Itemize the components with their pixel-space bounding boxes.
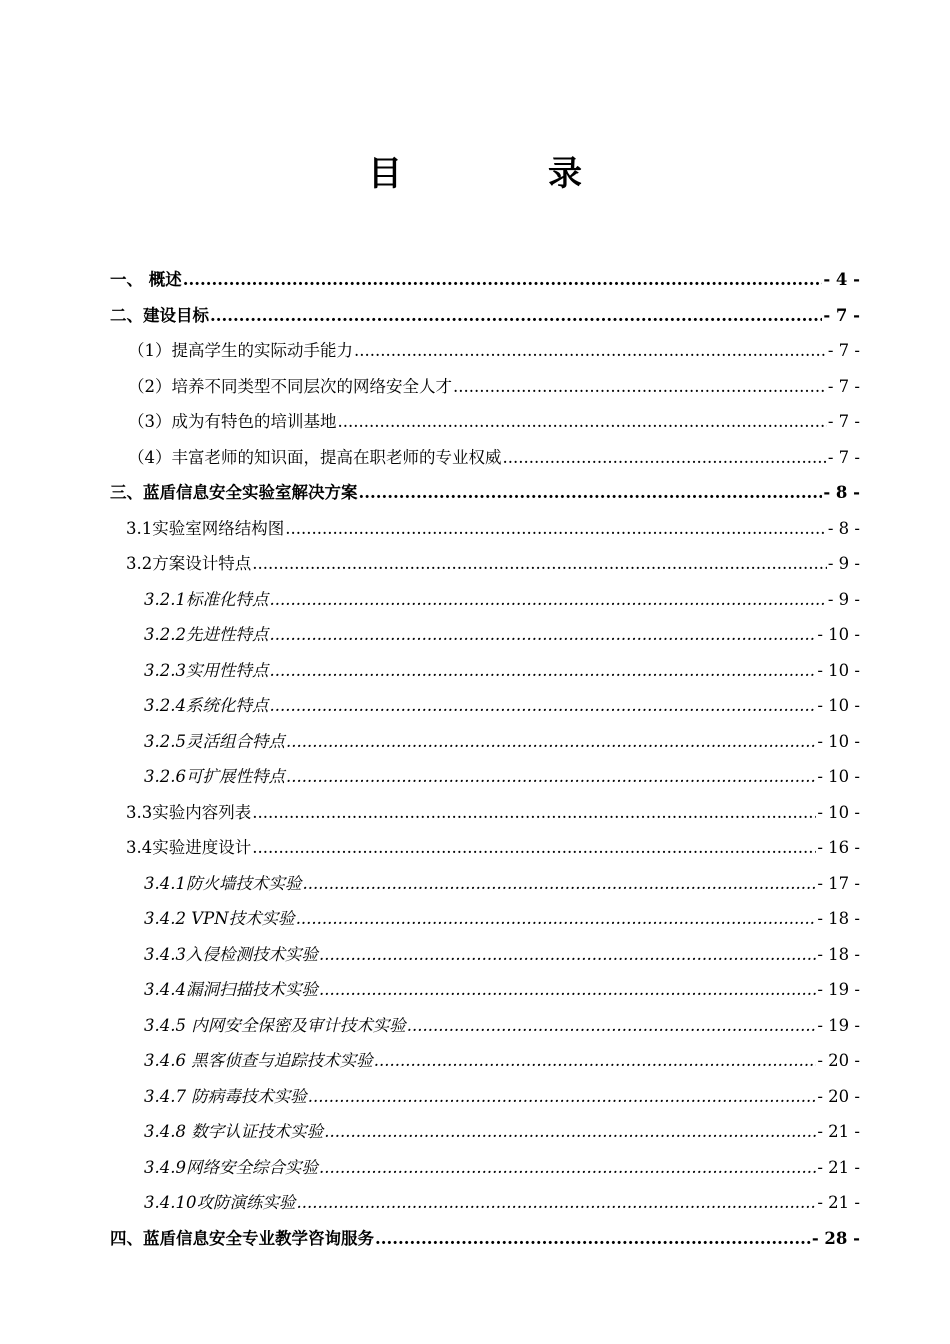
toc-entry-label: 3.4.7 防病毒技术实验 [144, 1086, 307, 1106]
toc-entry[interactable] [110, 617, 860, 653]
toc-leader-dots [296, 901, 817, 937]
toc-leader-dots [359, 475, 823, 511]
toc-leader-dots [269, 688, 816, 724]
toc-leader-dots [354, 333, 827, 369]
toc-entry[interactable] [110, 404, 860, 440]
toc-leader-dots [269, 582, 826, 618]
toc-entry-page-number: - 17 - [817, 873, 860, 893]
toc-entry-page-number: - 20 - [817, 1086, 860, 1106]
toc-entry-label: 3.4.4漏洞扫描技术实验 [144, 980, 318, 999]
toc-leader-dots [319, 972, 816, 1008]
toc-entry[interactable] [110, 901, 860, 937]
toc-entry-label: 三、蓝盾信息安全实验室解决方案 [110, 483, 358, 502]
toc-entry-page-number: - 21 - [817, 1193, 860, 1212]
toc-entry-label: 3.2.2先进性特点 [144, 625, 269, 644]
toc-entry[interactable] [110, 1079, 860, 1115]
toc-entry[interactable] [110, 759, 860, 795]
toc-entry-page-number: - 7 - [827, 412, 860, 431]
toc-entry[interactable] [110, 1185, 860, 1221]
toc-entry[interactable] [110, 1008, 860, 1044]
toc-leader-dots [285, 511, 827, 547]
table-of-contents [110, 262, 860, 1256]
toc-entry-page-number: - 10 - [817, 731, 860, 751]
toc-entry-page-number: - 7 - [823, 305, 860, 325]
toc-entry-page-number: - 8 - [827, 518, 860, 538]
toc-entry[interactable] [110, 262, 860, 298]
toc-leader-dots [252, 830, 816, 866]
toc-entry[interactable] [110, 546, 860, 582]
toc-entry-label: 3.2.5灵活组合特点 [144, 731, 285, 751]
toc-entry-label: 3.4.5 内网安全保密及审计技术实验 [144, 1015, 406, 1035]
toc-entry-page-number: - 18 - [817, 909, 860, 928]
toc-entry-page-number: - 4 - [823, 270, 860, 289]
toc-entry-page-number: - 20 - [817, 1051, 860, 1070]
toc-entry[interactable] [110, 1221, 860, 1257]
toc-entry[interactable] [110, 582, 860, 618]
toc-entry-page-number: - 9 - [827, 589, 860, 609]
toc-entry-page-number: - 10 - [817, 802, 860, 822]
toc-entry[interactable] [110, 369, 860, 405]
toc-entry-label: （3）成为有特色的培训基地 [128, 412, 337, 431]
toc-leader-dots [308, 1079, 817, 1115]
toc-entry-label: 3.4.8 数字认证技术实验 [144, 1122, 324, 1141]
toc-entry-label: 3.4实验进度设计 [126, 838, 252, 857]
toc-entry-label: 3.4.9网络安全综合实验 [144, 1157, 318, 1177]
toc-entry-label: 3.4.3入侵检测技术实验 [144, 944, 318, 964]
toc-entry-page-number: - 21 - [817, 1157, 860, 1177]
toc-entry-label: 二、建设目标 [110, 305, 209, 325]
toc-entry[interactable] [110, 475, 860, 511]
toc-entry-label: 3.2.4系统化特点 [144, 696, 269, 715]
toc-leader-dots [302, 866, 816, 902]
toc-leader-dots [407, 1008, 817, 1044]
toc-leader-dots [296, 1185, 816, 1221]
toc-entry[interactable] [110, 1043, 860, 1079]
toc-entry-page-number: - 28 - [811, 1228, 860, 1248]
toc-leader-dots [252, 795, 816, 831]
toc-entry[interactable] [110, 298, 860, 334]
toc-entry-page-number: - 7 - [827, 447, 860, 467]
toc-entry[interactable] [110, 795, 860, 831]
toc-leader-dots [319, 937, 816, 973]
toc-entry[interactable] [110, 972, 860, 1008]
toc-entry-label: （1）提高学生的实际动手能力 [128, 341, 353, 360]
toc-entry-page-number: - 19 - [817, 1015, 860, 1035]
toc-entry-page-number: - 21 - [817, 1122, 860, 1141]
toc-entry-page-number: - 18 - [817, 944, 860, 964]
toc-entry-label: 3.2.1标准化特点 [144, 589, 269, 609]
toc-entry[interactable] [110, 688, 860, 724]
toc-entry[interactable] [110, 511, 860, 547]
toc-entry-page-number: - 10 - [817, 660, 860, 680]
toc-leader-dots [338, 404, 827, 440]
toc-entry-label: 3.2.6可扩展性特点 [144, 767, 285, 786]
toc-leader-dots [324, 1114, 816, 1150]
toc-entry-label: 3.3实验内容列表 [126, 802, 252, 822]
toc-entry[interactable] [110, 440, 860, 476]
toc-leader-dots [319, 1150, 816, 1186]
toc-entry-label: 3.4.2 VPN技术实验 [144, 909, 295, 928]
toc-leader-dots [252, 546, 827, 582]
toc-entry[interactable] [110, 333, 860, 369]
toc-entry-page-number: - 19 - [817, 980, 860, 999]
toc-entry-page-number: - 9 - [827, 554, 860, 573]
toc-leader-dots [286, 724, 816, 760]
toc-entry[interactable] [110, 866, 860, 902]
toc-leader-dots [453, 369, 827, 405]
toc-entry-page-number: - 10 - [817, 696, 860, 715]
toc-entry-label: 3.4.1防火墙技术实验 [144, 873, 302, 893]
toc-leader-dots [286, 759, 816, 795]
toc-leader-dots [269, 617, 816, 653]
toc-entry[interactable] [110, 937, 860, 973]
toc-entry[interactable] [110, 830, 860, 866]
toc-leader-dots [269, 653, 816, 689]
toc-entry[interactable] [110, 653, 860, 689]
toc-entry-page-number: - 16 - [817, 838, 860, 857]
toc-entry-label: 3.2.3实用性特点 [144, 660, 269, 680]
toc-entry-page-number: - 10 - [817, 767, 860, 786]
toc-entry-page-number: - 7 - [827, 376, 860, 396]
toc-entry-label: 3.2方案设计特点 [126, 554, 252, 573]
toc-entry-label: 一、 概述 [110, 270, 182, 289]
toc-entry[interactable] [110, 1150, 860, 1186]
toc-entry-label: 3.1实验室网络结构图 [126, 518, 285, 538]
toc-leader-dots [503, 440, 827, 476]
page-title: 目 录 [368, 154, 638, 194]
toc-leader-dots [210, 298, 822, 334]
toc-entry-label: （2）培养不同类型不同层次的网络安全人才 [128, 376, 452, 396]
toc-entry-label: 3.4.10攻防演练实验 [144, 1193, 296, 1212]
toc-entry-page-number: - 10 - [817, 625, 860, 644]
toc-entry-page-number: - 8 - [823, 483, 860, 502]
toc-leader-dots [375, 1221, 811, 1257]
toc-entry-label: （4）丰富老师的知识面，提高在职老师的专业权威 [128, 447, 502, 467]
toc-entry[interactable] [110, 724, 860, 760]
toc-entry-label: 3.4.6 黑客侦查与追踪技术实验 [144, 1051, 373, 1070]
toc-leader-dots [374, 1043, 817, 1079]
toc-leader-dots [183, 262, 823, 298]
toc-entry-label: 四、蓝盾信息安全专业教学咨询服务 [110, 1228, 374, 1248]
toc-entry-page-number: - 7 - [827, 341, 860, 360]
toc-entry[interactable] [110, 1114, 860, 1150]
